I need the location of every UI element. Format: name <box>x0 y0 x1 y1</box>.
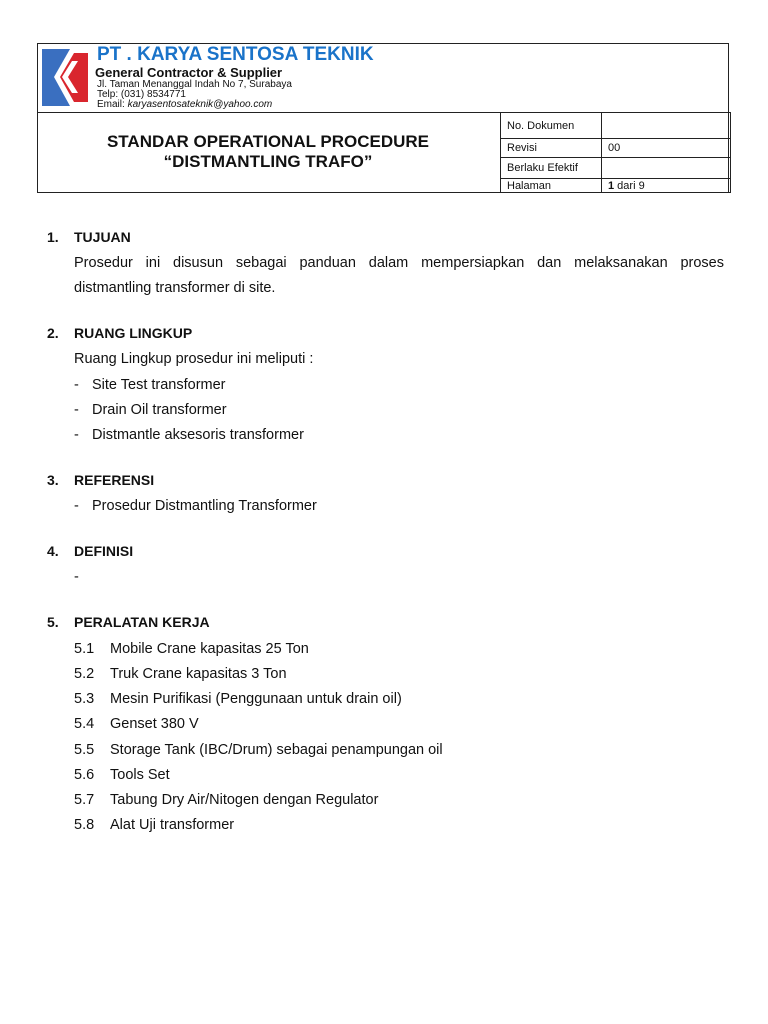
subitem-text: Alat Uji transformer <box>110 817 235 833</box>
title-line-1: STANDAR OPERATIONAL PROCEDURE <box>106 132 430 151</box>
section-number: 3. <box>47 472 59 488</box>
company-name: PT . KARYA SENTOSA TEKNIK <box>97 44 374 65</box>
subitem-text: Mobile Crane kapasitas 25 Ton <box>110 641 309 657</box>
ruang-lingkup-intro: Ruang Lingkup prosedur ini meliputi : <box>74 351 314 367</box>
subitem-text: Tools Set <box>110 767 170 783</box>
subitem-number: 5.5 <box>74 742 95 758</box>
subitem-number: 5.8 <box>74 817 95 833</box>
company-logo-icon <box>42 47 90 107</box>
subitem-number: 5.4 <box>74 716 95 732</box>
subitem-text: Truk Crane kapasitas 3 Ton <box>110 666 287 682</box>
section-title-peralatan-kerja: PERALATAN KERJA <box>74 614 210 630</box>
meta-value <box>602 179 731 193</box>
meta-label: Revisi <box>501 139 602 158</box>
subitem-number: 5.7 <box>74 792 95 808</box>
document-meta-table <box>500 112 731 193</box>
tujuan-paragraph: Prosedur ini disusun sebagai panduan dalam mempersiapkan dan melaksanakan proses distmantling transformer di site. <box>74 255 724 296</box>
title-line-2: “DISTMANTLING TRAFO” <box>163 152 373 171</box>
meta-value <box>602 158 731 179</box>
subitem-text: Mesin Purifikasi (Penggunaan untuk drain oil) <box>110 691 402 707</box>
meta-row <box>501 158 731 179</box>
subitem-text: Tabung Dry Air/Nitogen dengan Regulator <box>110 792 379 808</box>
subitem-number: 5.6 <box>74 767 95 783</box>
document-title <box>38 132 498 172</box>
meta-value: 00 <box>602 139 731 158</box>
subitem-number: 5.2 <box>74 666 95 682</box>
meta-label: Halaman <box>501 179 602 193</box>
meta-label: Berlaku Efektif <box>501 158 602 179</box>
list-item: Drain Oil transformer <box>92 402 227 418</box>
section-number: 5. <box>47 614 59 630</box>
section-title-definisi: DEFINISI <box>74 543 134 559</box>
list-item: Site Test transformer <box>92 377 226 393</box>
page-number: 1 <box>608 179 615 192</box>
email-value: karyasentosateknik@yahoo.com <box>127 99 273 110</box>
bullet-dash: - <box>74 377 79 393</box>
meta-row <box>501 139 731 158</box>
meta-row <box>501 179 731 193</box>
company-address: Jl. Taman Menanggal Indah No 7, Surabaya <box>97 79 292 90</box>
section-number: 1. <box>47 229 59 245</box>
page-total: dari 9 <box>614 179 645 192</box>
company-phone: Telp: (031) 8534771 <box>97 89 186 100</box>
company-tagline: General Contractor & Supplier <box>95 65 283 80</box>
section-title-tujuan: TUJUAN <box>74 229 131 245</box>
meta-value <box>602 113 731 139</box>
email-label: Email: <box>97 99 125 110</box>
list-item: Distmantle aksesoris transformer <box>92 427 304 443</box>
section-number: 2. <box>47 325 59 341</box>
meta-label: No. Dokumen <box>501 113 602 139</box>
meta-row <box>501 113 731 139</box>
bullet-dash: - <box>74 498 79 514</box>
list-item: Prosedur Distmantling Transformer <box>92 498 317 514</box>
definisi-text: - <box>74 569 79 585</box>
subitem-number: 5.1 <box>74 641 95 657</box>
subitem-text: Storage Tank (IBC/Drum) sebagai penampungan oil <box>110 742 443 758</box>
section-number: 4. <box>47 543 59 559</box>
subitem-text: Genset 380 V <box>110 716 199 732</box>
section-title-ruang-lingkup: RUANG LINGKUP <box>74 325 193 341</box>
section-title-referensi: REFERENSI <box>74 472 155 488</box>
subitem-number: 5.3 <box>74 691 95 707</box>
company-email <box>97 99 272 110</box>
bullet-dash: - <box>74 402 79 418</box>
bullet-dash: - <box>74 427 79 443</box>
